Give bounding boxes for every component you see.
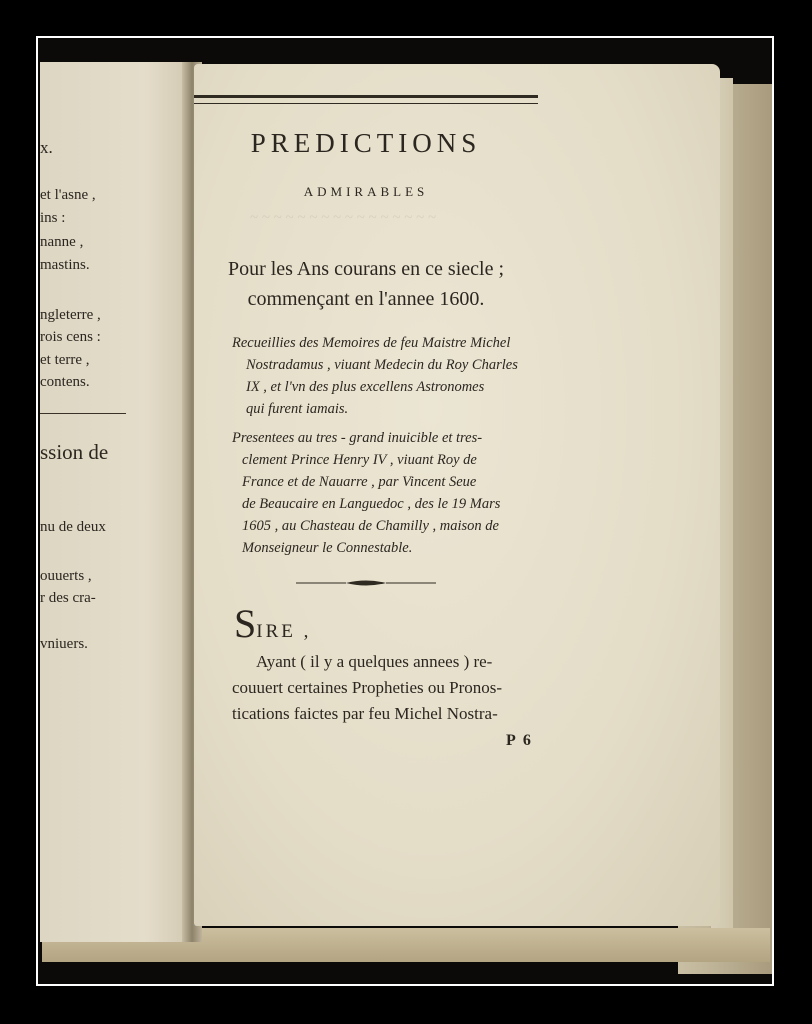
body-line: tications faictes par feu Michel Nostra- (232, 704, 498, 723)
salutation-initial: S (234, 601, 257, 646)
left-line: rois cens : (40, 329, 101, 345)
signature-mark: P 6 (506, 732, 533, 749)
left-line: contens. (40, 374, 90, 390)
left-divider (40, 413, 126, 414)
body-line: Ayant ( il y a quelques annees ) re- (256, 652, 493, 671)
header-double-rule (194, 95, 538, 104)
salutation (234, 600, 311, 647)
paragraph-2-line: Monseigneur le Connestable. (242, 540, 413, 556)
paragraph-1-line: IX , et l'vn des plus excellens Astronomes (246, 379, 485, 395)
left-line: ins : (40, 210, 66, 226)
left-line: vniuers. (40, 636, 88, 652)
left-line: ouuerts , (40, 568, 92, 584)
left-line: nu de deux (40, 519, 106, 535)
body-line: couuert certaines Propheties ou Pronos- (232, 678, 503, 697)
paragraph-1-line: Recueillies des Memoires de feu Maistre Michel (232, 335, 511, 351)
title-line-2: commençant en l'annee 1600. (247, 288, 485, 310)
salutation-rest: IRE , (256, 621, 312, 642)
ornament-divider (296, 578, 436, 588)
show-through-text: ~ ~ ~ ~ ~ ~ ~ ~ ~ ~ ~ ~ ~ ~ ~ ~ (250, 210, 437, 226)
paragraph-2-line: clement Prince Henry IV , viuant Roy de (242, 452, 477, 468)
title-line-1: Pour les Ans courans en ce siecle ; (227, 258, 505, 280)
left-line: et l'asne , (40, 187, 96, 203)
left-line: mastins. (40, 257, 90, 273)
paragraph-2-line: France et de Nauarre , par Vincent Seue (242, 474, 477, 490)
paragraph-2-line: Presentees au tres - grand inuicible et tres- (232, 430, 483, 446)
paragraph-2-line: de Beaucaire en Languedoc , des le 19 Mars (242, 496, 501, 512)
left-line: et terre , (40, 352, 90, 368)
left-line: x. (40, 138, 53, 157)
paragraph-2-line: 1605 , au Chasteau de Chamilly , maison de (242, 518, 499, 534)
left-heading: ssion de (40, 440, 109, 464)
left-line: r des cra- (40, 590, 96, 606)
page-title: PREDICTIONS (250, 128, 482, 158)
paragraph-1-line: Nostradamus , viuant Medecin du Roy Charles (246, 357, 518, 373)
paragraph-1-line: qui furent iamais. (246, 401, 349, 417)
left-line: ngleterre , (40, 307, 101, 323)
page-subtitle: ADMIRABLES (303, 184, 429, 199)
left-line: nanne , (40, 234, 84, 250)
